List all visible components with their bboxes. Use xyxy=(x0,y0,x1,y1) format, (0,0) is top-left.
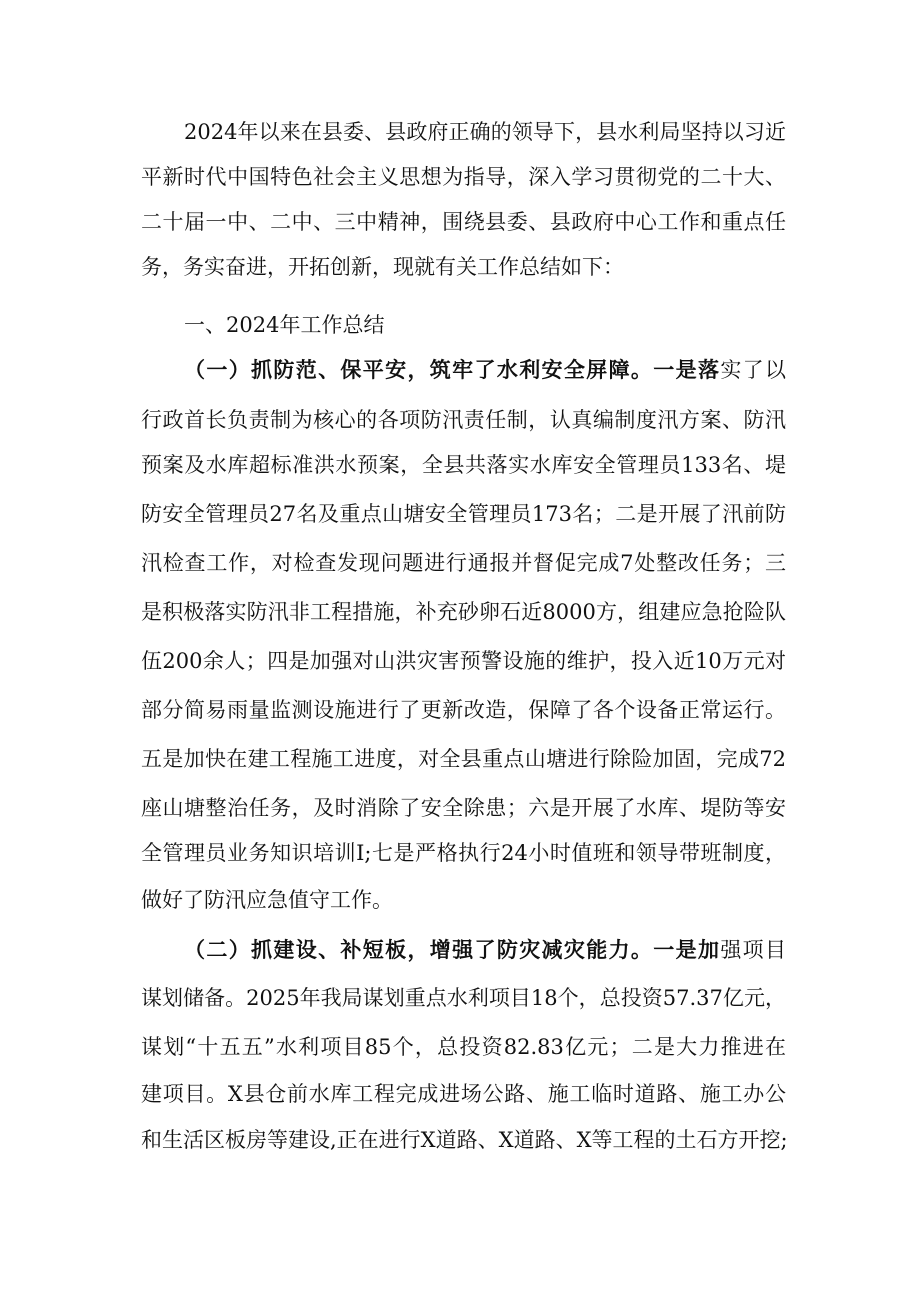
para1-bold-title: （一）抓防范、保平安，筑牢了水利安全屏障。一是落 xyxy=(184,357,721,382)
para1-line: 防安全管理员27名及重点山塘安全管理员173名；二是开展了汛前防 xyxy=(141,502,786,526)
para1-line: 做好了防汛应急值守工作。 xyxy=(141,888,393,912)
para2-line: 谋划“十五五”水利项目85个，总投资82.83亿元；二是大力推进在 xyxy=(141,1035,786,1059)
para1-line: 部分简易雨量监测设施进行了更新改造，保障了各个设备正常运行。 xyxy=(141,698,786,722)
para1-line: 全管理员业务知识培训I;七是严格执行24小时值班和领导带班制度， xyxy=(141,841,786,865)
intro-line: 务，务实奋进，开拓创新，现就有关工作总结如下： xyxy=(141,255,624,279)
para1-line: 是积极落实防汛非工程措施，补充砂卵石近8000方，组建应急抢险队 xyxy=(141,600,786,624)
para2-line: 谋划储备。2025年我局谋划重点水利项目18个，总投资57.37亿元， xyxy=(141,986,786,1010)
para2-first-line xyxy=(184,930,786,970)
para1-line: 行政首长负责制为核心的各项防汛责任制，认真编制度汛方案、防汛 xyxy=(141,408,786,432)
para2-line: 和生活区板房等建设,正在进行X道路、X道路、X等工程的土石方开挖; xyxy=(141,1128,788,1152)
section-heading: 一、2024年工作总结 xyxy=(184,313,385,337)
para1-line: 座山塘整治任务，及时消除了安全除患；六是开展了水库、堤防等安 xyxy=(141,796,786,820)
para1-line: 五是加快在建工程施工进度，对全县重点山塘进行除险加固，完成72 xyxy=(141,747,786,771)
para2-bold-title: （二）抓建设、补短板，增强了防灾减灾能力。一是加 xyxy=(184,937,721,962)
para1-first-line xyxy=(184,350,786,390)
intro-line: 2024年以来在县委、县政府正确的领导下，县水利局坚持以习近 xyxy=(184,120,786,144)
intro-line: 二十届一中、二中、三中精神，围绕县委、县政府中心工作和重点任 xyxy=(141,210,786,234)
para1-line: 伍200余人；四是加强对山洪灾害预警设施的维护，投入近10万元对 xyxy=(141,649,786,673)
para2-line: 建项目。X县仓前水库工程完成进场公路、施工临时道路、施工办公 xyxy=(141,1082,786,1106)
intro-line: 平新时代中国特色社会主义思想为指导，深入学习贯彻党的二十大、 xyxy=(141,165,786,189)
para1-line: 预案及水库超标准洪水预案，全县共落实水库安全管理员133名、堤 xyxy=(141,453,786,477)
para2-first-rest: 强项目 xyxy=(720,938,787,962)
para1-line: 汛检查工作，对检查发现问题进行通报并督促完成7处整改任务；三 xyxy=(141,551,786,575)
para1-first-rest: 实了以 xyxy=(720,358,787,382)
